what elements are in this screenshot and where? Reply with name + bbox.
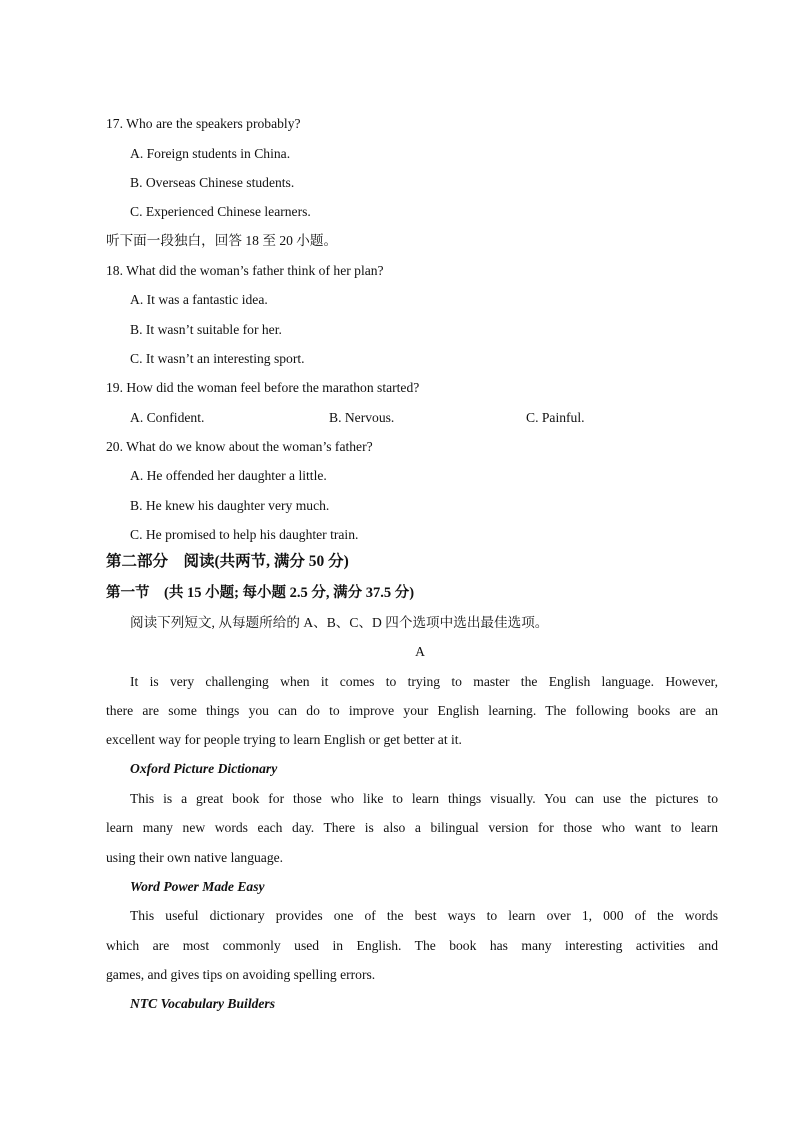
section-1-instruction: 阅读下列短文, 从每题所给的 A、B、C、D 四个选项中选出最佳选项。 [130, 615, 549, 630]
book-description-line: using their own native language. [106, 850, 284, 865]
book-description-line: This is a great book for those who like to learn things visually. You can use the pictures to [130, 791, 718, 806]
passage-label: A [415, 644, 425, 659]
question-18-stem: 18. What did the woman’s father think of her plan? [106, 263, 384, 278]
monologue-instruction: 听下面一段独白，回答 18 至 20 小题。 [106, 233, 338, 248]
question-19-option-b: B. Nervous. [329, 410, 395, 425]
book-title: NTC Vocabulary Builders [130, 996, 276, 1011]
section-1-title: 第一节 (共 15 小题; 每小题 2.5 分, 满分 37.5 分) [106, 585, 415, 601]
question-18-option-c: C. It wasn’t an interesting sport. [130, 351, 305, 366]
question-18-option-a: A. It was a fantastic idea. [130, 292, 268, 307]
passage-intro-line: excellent way for people trying to learn English or get better at it. [106, 732, 462, 747]
book-title: Word Power Made Easy [130, 879, 265, 894]
question-17-option-b: B. Overseas Chinese students. [130, 175, 295, 190]
question-18-option-b: B. It wasn’t suitable for her. [130, 322, 282, 337]
question-19-stem: 19. How did the woman feel before the marathon started? [106, 380, 420, 395]
question-17-option-a: A. Foreign students in China. [130, 146, 291, 161]
book-description-line: learn many new words each day. There is also a bilingual version for those who want to learn [106, 820, 718, 835]
book-description-line: games, and gives tips on avoiding spelling errors. [106, 967, 376, 982]
question-20-option-b: B. He knew his daughter very much. [130, 498, 330, 513]
question-19-option-c: C. Painful. [526, 410, 585, 425]
book-title: Oxford Picture Dictionary [130, 761, 278, 776]
question-20-stem: 20. What do we know about the woman’s father? [106, 439, 373, 454]
question-19-option-a: A. Confident. [130, 410, 205, 425]
passage-intro-line: It is very challenging when it comes to trying to master the English language. However, [130, 674, 718, 689]
book-description-line: which are most commonly used in English. The book has many interesting activities and [106, 938, 718, 953]
book-description-line: This useful dictionary provides one of the best ways to learn over 1, 000 of the words [130, 908, 718, 923]
question-17-option-c: C. Experienced Chinese learners. [130, 204, 311, 219]
passage-intro-line: there are some things you can do to improve your English learning. The following books are an [106, 703, 718, 718]
question-20-option-a: A. He offended her daughter a little. [130, 468, 327, 483]
part-2-title: 第二部分 阅读(共两节, 满分 50 分) [106, 553, 349, 570]
question-20-option-c: C. He promised to help his daughter train. [130, 527, 359, 542]
question-17-stem: 17. Who are the speakers probably? [106, 116, 301, 131]
